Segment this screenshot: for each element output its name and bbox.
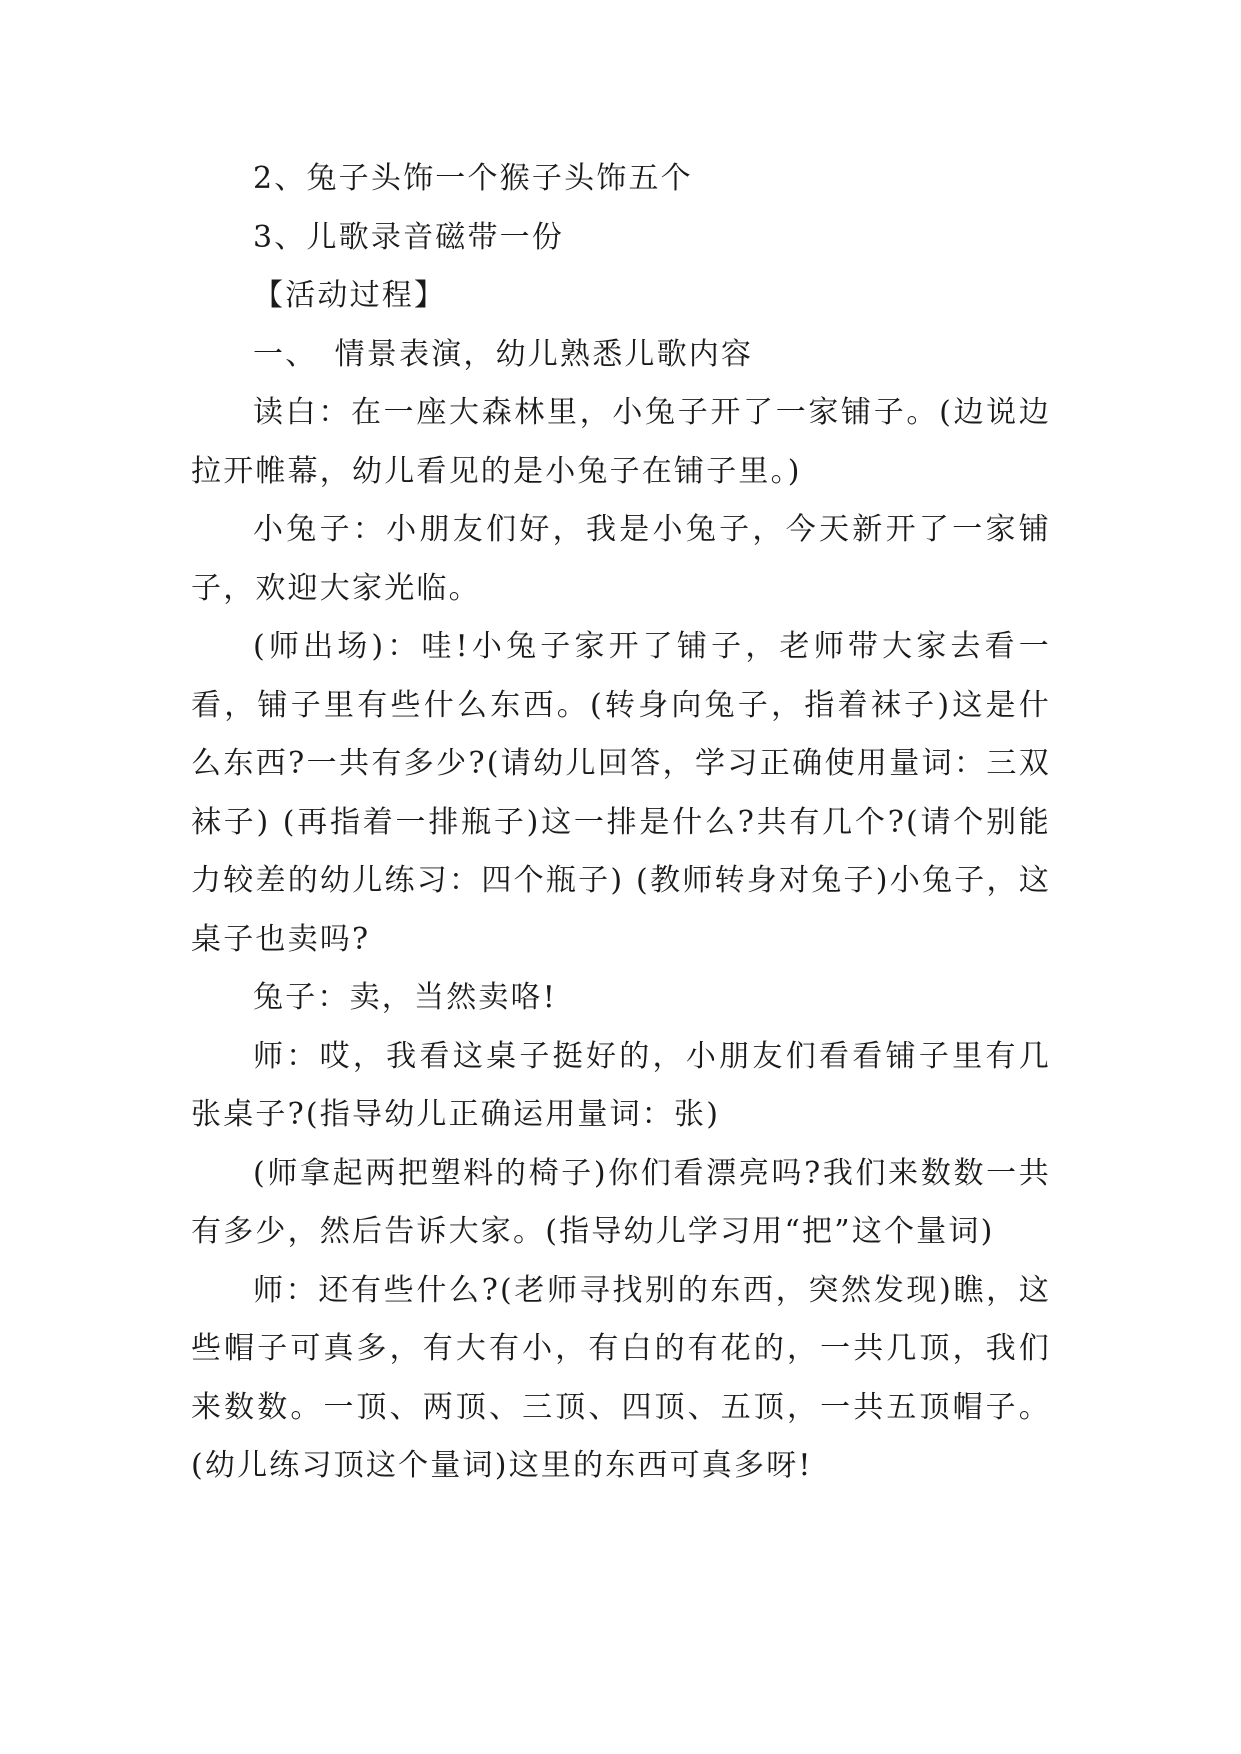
document-body	[191, 150, 1051, 1496]
step-heading-1: 一、 情景表演，幼儿熟悉儿歌内容	[253, 336, 754, 372]
section-heading-activity-process: 【活动过程】	[253, 278, 447, 313]
materials-item-3: 3、儿歌录音磁带一份	[253, 219, 565, 255]
rabbit-reply-paragraph: 兔子：卖，当然卖咯!	[253, 980, 558, 1015]
teacher-entrance-paragraph: (师出场)：哇!小兔子家开了铺子，老师带大家去看一看，铺子里有些什么东西。(转身向兔子，指着袜子)这是什么东西?一共有多少?(请幼儿回答，学习正确使用量词：三双袜子) (再指着一排瓶子)这一排是什么?共有几个?(请个别能力较差的幼儿练习：四个瓶子) (教师转身对兔子)小兔子，这桌子也卖吗?	[191, 629, 1051, 957]
materials-item-2: 2、兔子头饰一个猴子头饰五个	[253, 161, 693, 196]
teacher-chair-paragraph: (师拿起两把塑料的椅子)你们看漂亮吗?我们来数数一共有多少，然后告诉大家。(指导幼儿学习用“把”这个量词)	[191, 1155, 1051, 1249]
rabbit-greeting-paragraph: 小兔子：小朋友们好，我是小兔子，今天新开了一家铺子，欢迎大家光临。	[191, 512, 1051, 606]
teacher-hats-paragraph: 师：还有些什么?(老师寻找别的东西，突然发现)瞧，这些帽子可真多，有大有小，有白的有花的，一共几顶，我们来数数。一顶、两顶、三顶、四顶、五顶，一共五顶帽子。(幼儿练习顶这个量词)这里的东西可真多呀!	[191, 1272, 1051, 1483]
narration-paragraph: 读白：在一座大森林里，小兔子开了一家铺子。(边说边拉开帷幕，幼儿看见的是小兔子在铺子里。)	[191, 395, 1051, 489]
teacher-table-paragraph: 师：哎，我看这桌子挺好的，小朋友们看看铺子里有几张桌子?(指导幼儿正确运用量词：张)	[191, 1038, 1051, 1132]
